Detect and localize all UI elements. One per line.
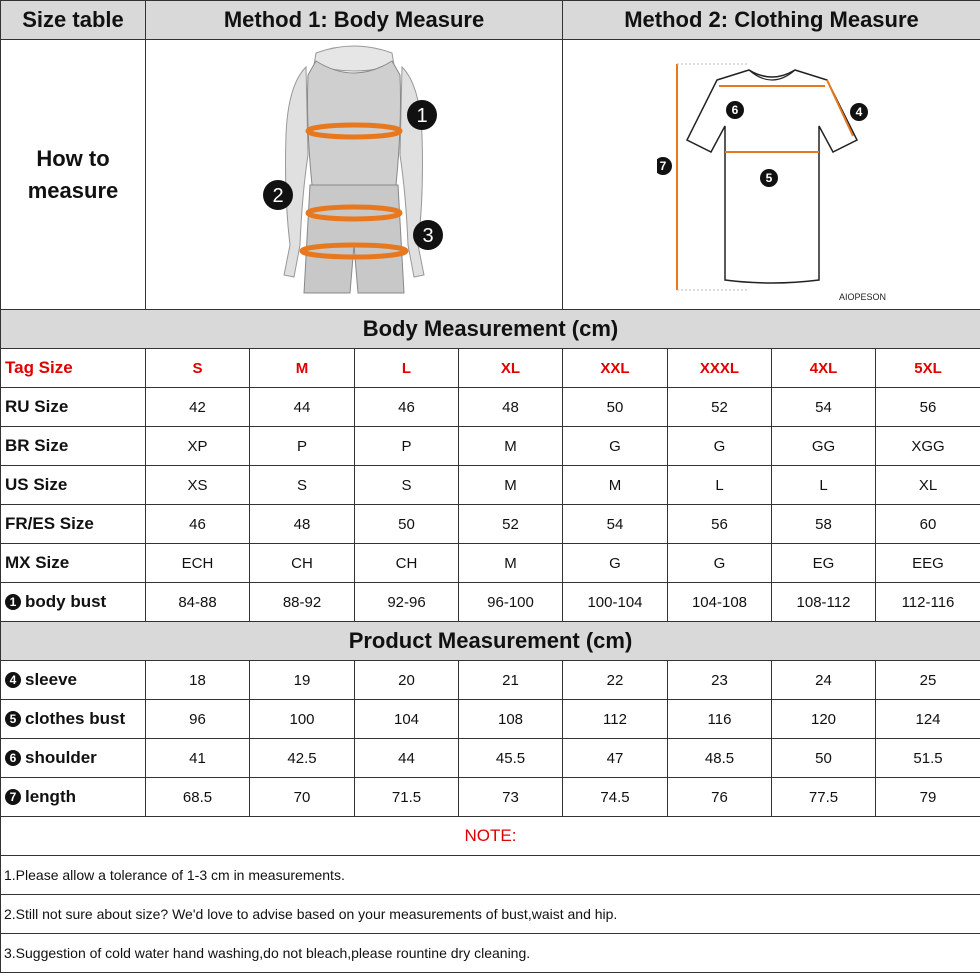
table-cell: 48 [250, 505, 355, 544]
table-cell: ECH [146, 544, 250, 583]
table-cell: 47 [563, 739, 668, 778]
svg-text:3: 3 [422, 224, 434, 247]
table-cell: CH [250, 544, 355, 583]
table-cell: 22 [563, 661, 668, 700]
table-cell: 52 [668, 388, 772, 427]
table-cell: 124 [876, 700, 980, 739]
table-cell: 44 [250, 388, 355, 427]
note-item: 1.Please allow a tolerance of 1-3 cm in measurements. [1, 856, 980, 895]
number-badge-icon: 7 [5, 789, 21, 805]
row-label-text: body bust [25, 592, 107, 611]
table-cell: 54 [563, 505, 668, 544]
table-cell: 112 [563, 700, 668, 739]
clothing-measure-illustration-cell [563, 40, 980, 310]
marker-1-icon [407, 100, 437, 130]
table-cell: 50 [772, 739, 876, 778]
row-label [1, 505, 146, 544]
row-label [1, 583, 146, 622]
table-cell: 112-116 [876, 583, 980, 622]
table-cell: 44 [355, 739, 459, 778]
table-cell: M [563, 466, 668, 505]
table-cell: P [250, 427, 355, 466]
table-cell: 48 [459, 388, 563, 427]
table-cell: 24 [772, 661, 876, 700]
table-cell: G [668, 427, 772, 466]
table-cell: 70 [250, 778, 355, 817]
body-measure-illustration-cell [146, 40, 563, 310]
table-cell: 42 [146, 388, 250, 427]
table-cell: 50 [355, 505, 459, 544]
number-badge-icon: 5 [5, 711, 21, 727]
table-cell: 50 [563, 388, 668, 427]
table-cell: 58 [772, 505, 876, 544]
number-badge-icon: 6 [5, 750, 21, 766]
table-cell: 25 [876, 661, 980, 700]
method1-heading: Method 1: Body Measure [146, 1, 563, 40]
table-cell: 108-112 [772, 583, 876, 622]
number-badge-icon: 4 [5, 672, 21, 688]
table-cell: L [355, 349, 459, 388]
row-label [1, 466, 146, 505]
table-cell: G [563, 427, 668, 466]
table-cell: G [563, 544, 668, 583]
row-label-text: US Size [5, 475, 68, 494]
marker-2-icon [263, 180, 293, 210]
row-label [1, 544, 146, 583]
how-to-measure-label [1, 40, 146, 310]
table-cell: 23 [668, 661, 772, 700]
svg-text:1: 1 [416, 104, 428, 127]
table-cell: 120 [772, 700, 876, 739]
table-cell: XS [146, 466, 250, 505]
table-cell: L [772, 466, 876, 505]
marker-7-icon [657, 157, 672, 175]
row-label-text: FR/ES Size [5, 514, 94, 533]
row-label [1, 388, 146, 427]
row-label-text: BR Size [5, 436, 69, 455]
tshirt-figure-image [657, 50, 887, 300]
table-cell: P [355, 427, 459, 466]
row-label [1, 739, 146, 778]
table-cell: 20 [355, 661, 459, 700]
table-cell: XGG [876, 427, 980, 466]
size-table-heading: Size table [1, 1, 146, 40]
table-cell: 76 [668, 778, 772, 817]
table-cell: XL [876, 466, 980, 505]
table-cell: 4XL [772, 349, 876, 388]
table-cell: 108 [459, 700, 563, 739]
table-row [1, 583, 980, 622]
body-measurement-title: Body Measurement (cm) [1, 310, 980, 349]
svg-text:2: 2 [272, 184, 284, 207]
marker-3-icon [413, 220, 443, 250]
table-cell: 21 [459, 661, 563, 700]
table-cell: 5XL [876, 349, 980, 388]
row-label-text: clothes bust [25, 709, 126, 728]
row-label-text: length [25, 787, 76, 806]
table-cell: 92-96 [355, 583, 459, 622]
row-label [1, 427, 146, 466]
table-cell: 48.5 [668, 739, 772, 778]
table-cell: S [146, 349, 250, 388]
note-title: NOTE: [1, 817, 980, 856]
table-cell: 46 [146, 505, 250, 544]
svg-text:7: 7 [659, 158, 666, 173]
table-cell: 74.5 [563, 778, 668, 817]
row-label-text: sleeve [25, 670, 77, 689]
table-cell: 96-100 [459, 583, 563, 622]
table-cell: 46 [355, 388, 459, 427]
table-cell: 104 [355, 700, 459, 739]
note-item: 2.Still not sure about size? We'd love to advise based on your measurements of bust,waist and hip. [1, 895, 980, 934]
product-measurement-title: Product Measurement (cm) [1, 622, 980, 661]
marker-6-icon [726, 101, 744, 119]
table-cell: 45.5 [459, 739, 563, 778]
table-cell: 56 [668, 505, 772, 544]
how-to-line1: How to [36, 145, 110, 171]
body-figure-image [254, 45, 454, 305]
table-cell: XP [146, 427, 250, 466]
row-label [1, 661, 146, 700]
row-label-text: MX Size [5, 553, 70, 572]
svg-text:6: 6 [731, 102, 738, 117]
table-cell: XXL [563, 349, 668, 388]
how-to-line2: measure [27, 177, 119, 203]
table-cell: 84-88 [146, 583, 250, 622]
table-cell: M [459, 427, 563, 466]
table-cell: 41 [146, 739, 250, 778]
table-cell: CH [355, 544, 459, 583]
table-cell: 60 [876, 505, 980, 544]
svg-text:5: 5 [765, 170, 772, 185]
table-row [1, 700, 980, 739]
table-cell: 100-104 [563, 583, 668, 622]
table-cell: EG [772, 544, 876, 583]
row-label [1, 778, 146, 817]
svg-text:4: 4 [855, 104, 862, 119]
table-cell: M [250, 349, 355, 388]
table-cell: 79 [876, 778, 980, 817]
row-label [1, 700, 146, 739]
marker-5-icon [760, 169, 778, 187]
table-cell: S [250, 466, 355, 505]
number-badge-icon: 1 [5, 594, 21, 610]
table-cell: 104-108 [668, 583, 772, 622]
brand-label: AIOPESON [838, 291, 886, 300]
table-cell: 71.5 [355, 778, 459, 817]
table-cell: 68.5 [146, 778, 250, 817]
table-cell: 54 [772, 388, 876, 427]
table-row [1, 544, 980, 583]
row-label-text: shoulder [25, 748, 97, 767]
table-row [1, 349, 980, 388]
table-cell: 100 [250, 700, 355, 739]
table-cell: G [668, 544, 772, 583]
table-cell: 19 [250, 661, 355, 700]
table-row [1, 778, 980, 817]
table-row [1, 388, 980, 427]
marker-4-icon [850, 103, 868, 121]
row-label [1, 349, 146, 388]
table-cell: 42.5 [250, 739, 355, 778]
table-cell: 96 [146, 700, 250, 739]
table-cell: XL [459, 349, 563, 388]
table-cell: 51.5 [876, 739, 980, 778]
row-label-text: Tag Size [5, 358, 73, 377]
table-cell: 18 [146, 661, 250, 700]
table-cell: 88-92 [250, 583, 355, 622]
table-cell: 52 [459, 505, 563, 544]
table-cell: 56 [876, 388, 980, 427]
table-cell: S [355, 466, 459, 505]
table-cell: L [668, 466, 772, 505]
row-label-text: RU Size [5, 397, 69, 416]
method2-heading: Method 2: Clothing Measure [563, 1, 980, 40]
table-cell: 73 [459, 778, 563, 817]
table-row [1, 466, 980, 505]
table-row [1, 427, 980, 466]
table-cell: GG [772, 427, 876, 466]
table-cell: EEG [876, 544, 980, 583]
table-cell: M [459, 544, 563, 583]
table-row [1, 739, 980, 778]
table-cell: 77.5 [772, 778, 876, 817]
table-row [1, 505, 980, 544]
table-row [1, 661, 980, 700]
table-cell: 116 [668, 700, 772, 739]
note-item: 3.Suggestion of cold water hand washing,do not bleach,please rountine dry cleaning. [1, 934, 980, 973]
table-cell: XXXL [668, 349, 772, 388]
table-cell: M [459, 466, 563, 505]
